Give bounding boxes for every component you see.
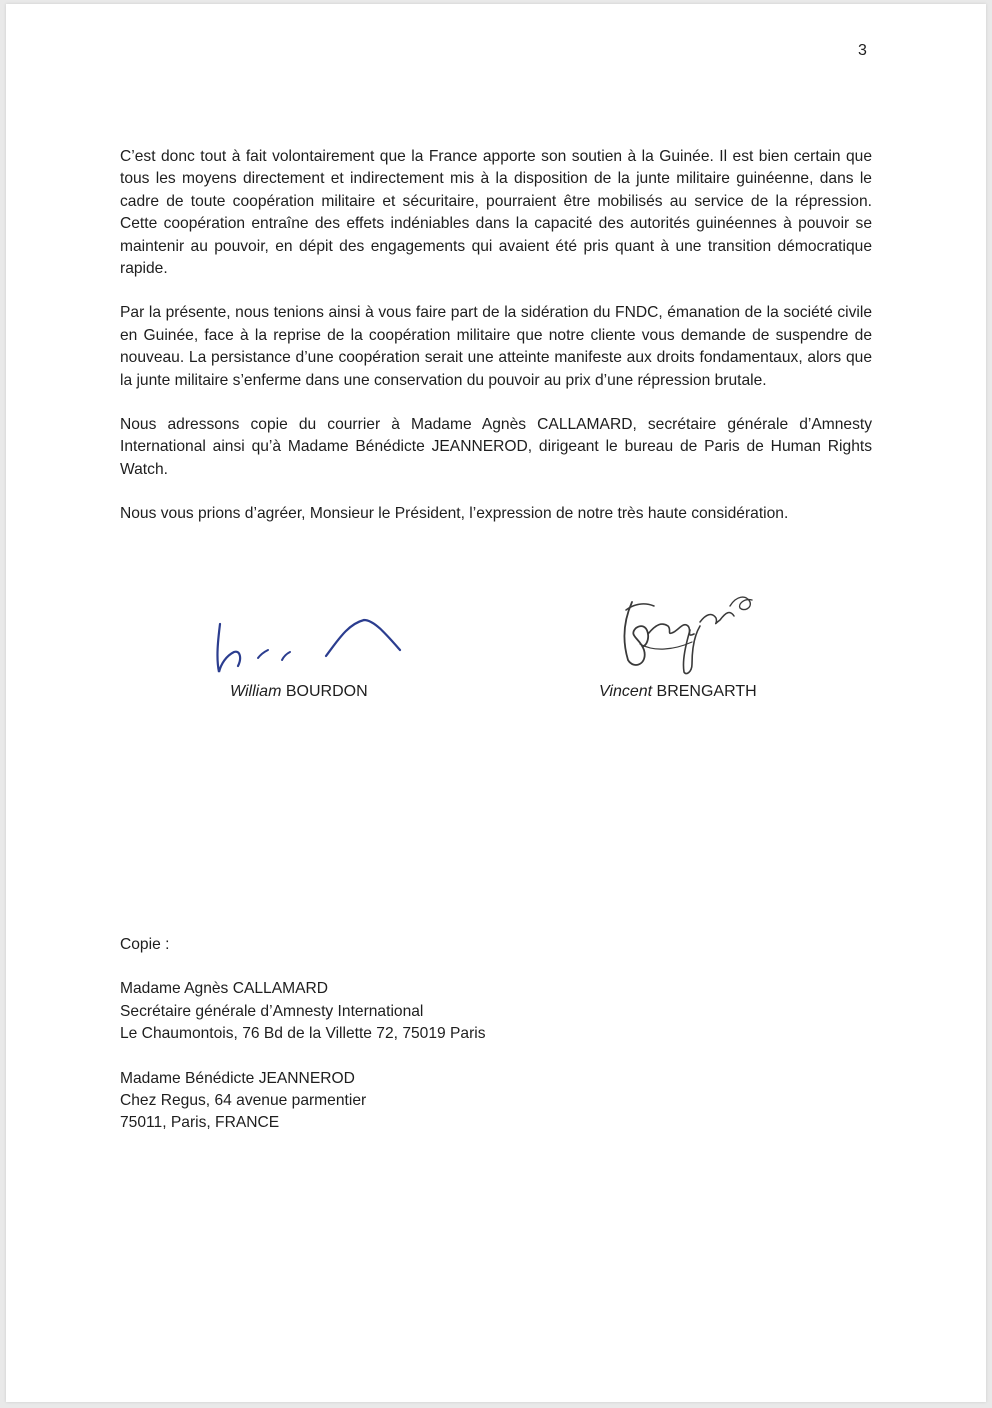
- letter-page: [6, 4, 986, 1402]
- signatory-name-brengarth: [599, 683, 757, 701]
- paragraph-copy-notice: Nous adressons copie du courrier à Madame Agnès CALLAMARD, secrétaire générale d’Amnesty International ainsi qu’à Madame Bénédicte JEANNEROD, dirigeant le bureau de Paris de Human Rights Watch.: [120, 416, 872, 478]
- copy-recipient-callamard: [120, 978, 620, 1045]
- recipient-name: Madame Bénédicte JEANNEROD: [120, 1069, 355, 1087]
- signatory-first-name: Vincent: [599, 683, 653, 700]
- signature-bourdon: [206, 610, 416, 680]
- recipient-address: Le Chaumontois, 76 Bd de la Villette 72, 75019 Paris: [120, 1025, 486, 1043]
- signature-brengarth: [614, 580, 764, 680]
- paragraph-cooperation-support: C’est donc tout à fait volontairement que la France apporte son soutien à la Guinée. Il est bien certain que tous les moyens directement et indirectement mis à la disposition de la junte militaire guinéenne, dans le cadre de toute coopération militaire et sécuritaire, pourraient être mobilisés au service de la répression. Cette coopération entraîne des effets indéniables dans la capacité des autorités guinéennes à pouvoir se maintenir au pouvoir, en dépit des engagements qui avaient été pris quant à une transition démocratique rapide.: [120, 148, 872, 278]
- signatory-last-name: BOURDON: [285, 683, 368, 700]
- copy-recipient-jeannerod: [120, 1068, 620, 1135]
- letter-body: [120, 146, 872, 548]
- signatory-name-bourdon: [230, 683, 368, 701]
- paragraph-fndc-request: Par la présente, nous tenions ainsi à vous faire part de la sidération du FNDC, émanation de la société civile en Guinée, face à la reprise de la coopération militaire que notre cliente vous demande de suspendre de nouveau. La persistance d’une coopération serait une atteinte manifeste aux droits fondamentaux, alors que la junte militaire s’enferme dans une conservation du pouvoir au prix d’une répression brutale.: [120, 304, 872, 389]
- signatory-first-name: William: [230, 683, 282, 700]
- recipient-city: 75011, Paris, FRANCE: [120, 1114, 280, 1132]
- copies-section: [120, 934, 620, 1157]
- page-number: 3: [858, 42, 867, 59]
- recipient-address: Chez Regus, 64 avenue parmentier: [120, 1092, 367, 1110]
- recipient-name: Madame Agnès CALLAMARD: [120, 980, 329, 998]
- paragraph-closing-formula: Nous vous prions d’agréer, Monsieur le Président, l’expression de notre très haute considération.: [120, 505, 789, 523]
- recipient-title: Secrétaire générale d’Amnesty International: [120, 1002, 424, 1020]
- signatory-last-name: BRENGARTH: [656, 683, 757, 700]
- copies-label: Copie :: [120, 936, 170, 953]
